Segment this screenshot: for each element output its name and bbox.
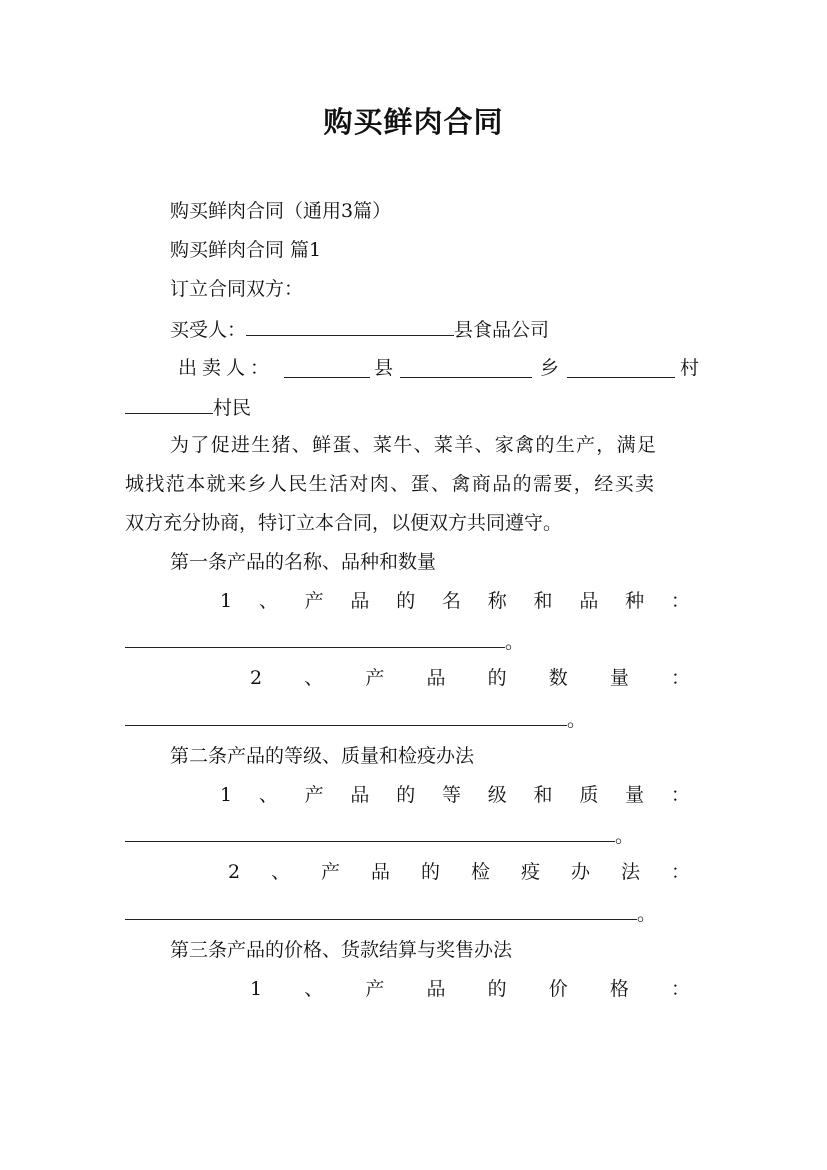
seller-line: [178, 355, 274, 381]
a2i2-c3: 品: [371, 861, 391, 883]
seller-line-2: [125, 393, 251, 421]
a1i1-c9: 种: [625, 590, 645, 612]
article1-item2-answer: [125, 705, 586, 733]
a2i1-c7: 和: [533, 784, 553, 806]
seller-label: 出卖人：: [178, 357, 275, 379]
a2i2-c4: 的: [421, 861, 441, 883]
article3-heading: 第三条产品的价格、货款结算与奖售办法: [170, 939, 513, 961]
a2i1-blank: [125, 821, 615, 842]
a1i2-period: 。: [567, 709, 587, 731]
a2i1-c9: 量: [625, 784, 645, 806]
intro-line-3: 双方充分协商，特订立本合同，以便双方共同遵守。: [125, 512, 563, 534]
subtitle: 购买鲜肉合同（通用3篇）: [170, 200, 392, 222]
a1i2-c2: 产: [365, 667, 385, 689]
a1i1-c8: 品: [579, 590, 599, 612]
a1i2-c6: 量: [609, 667, 629, 689]
seller-village-blank: [567, 357, 675, 378]
article2-heading: 第二条产品的等级、质量和检疫办法: [170, 745, 475, 767]
a1i2-c7: ：: [670, 667, 690, 689]
a2i2-c5: 检: [471, 861, 491, 883]
buyer-suffix: 县食品公司: [454, 319, 550, 341]
a2i2-c1: 、: [271, 861, 291, 883]
a2i1-period: 。: [615, 825, 635, 847]
seller-villager: 村民: [213, 397, 252, 419]
seller-county-blank: [284, 357, 370, 378]
a1i1-c4: 的: [396, 590, 416, 612]
a2i1-c6: 级: [487, 784, 507, 806]
a1i1-c5: 名: [441, 590, 461, 612]
buyer-blank: [246, 315, 454, 336]
seller-name-blank: [125, 393, 213, 414]
a2i2-c2: 产: [321, 861, 341, 883]
a2i1-c3: 品: [350, 784, 370, 806]
a1i1-period: 。: [505, 631, 525, 653]
a3i1-c4: 的: [487, 978, 507, 1000]
a3i1-c2: 产: [365, 978, 385, 1000]
a2i2-c0: 2: [228, 861, 241, 883]
buyer-line: [170, 315, 549, 343]
a1i1-c1: 、: [258, 590, 278, 612]
a1i2-c0: 2: [250, 667, 263, 689]
a3i1-c6: 格: [609, 978, 629, 1000]
a2i2-period: 。: [637, 903, 657, 925]
a2i1-c10: ：: [670, 784, 690, 806]
a1i1-blank: [125, 627, 505, 648]
seller-county: 县: [374, 357, 394, 379]
intro-line-2: 城找范本就来乡人民生活对肉、蛋、禽商品的需要，经买卖: [125, 473, 656, 495]
a1i2-c4: 的: [487, 667, 507, 689]
article1-item1-answer: [125, 627, 524, 655]
a3i1-c5: 价: [548, 978, 568, 1000]
a1i2-c3: 品: [426, 667, 446, 689]
a2i1-c5: 等: [441, 784, 461, 806]
article1-item2: [250, 665, 690, 691]
a2i2-c6: 疫: [520, 861, 540, 883]
article2-item1: [220, 782, 690, 808]
a1i1-c7: 和: [533, 590, 553, 612]
seller-village: 村: [680, 357, 700, 379]
a2i2-blank: [125, 899, 637, 920]
a3i1-c3: 品: [426, 978, 446, 1000]
article1-heading: 第一条产品的名称、品种和数量: [170, 551, 437, 573]
a2i1-c8: 质: [579, 784, 599, 806]
article2-item1-answer: [125, 821, 634, 849]
a1i1-c10: ：: [670, 590, 690, 612]
a2i1-c0: 1: [220, 784, 233, 806]
seller-township: 乡: [540, 357, 560, 379]
article2-item2: [228, 859, 690, 885]
seller-township-blank: [400, 357, 532, 378]
a3i1-c7: ：: [670, 978, 690, 1000]
document-title: 购买鲜肉合同: [323, 105, 504, 139]
a3i1-c1: 、: [304, 978, 324, 1000]
a1i1-c3: 品: [350, 590, 370, 612]
a3i1-c0: 1: [250, 978, 263, 1000]
buyer-label: 买受人：: [170, 319, 247, 341]
a2i1-c1: 、: [258, 784, 278, 806]
a2i2-c9: ：: [670, 861, 690, 883]
a1i2-blank: [125, 705, 567, 726]
intro-line-1: 为了促进生猪、鲜蛋、菜牛、菜羊、家禽的生产，满足: [170, 434, 658, 456]
chapter-heading: 购买鲜肉合同 篇1: [170, 239, 322, 261]
a1i1-c6: 称: [487, 590, 507, 612]
a1i1-c0: 1: [220, 590, 233, 612]
a2i2-c8: 法: [620, 861, 640, 883]
a1i1-c2: 产: [304, 590, 324, 612]
a1i2-c5: 数: [548, 667, 568, 689]
parties-heading: 订立合同双方：: [170, 278, 304, 300]
a2i1-c2: 产: [304, 784, 324, 806]
article1-item1: [220, 588, 690, 614]
a2i2-c7: 办: [570, 861, 590, 883]
a2i1-c4: 的: [396, 784, 416, 806]
a1i2-c1: 、: [304, 667, 324, 689]
article3-item1: [250, 976, 690, 1002]
article2-item2-answer: [125, 899, 656, 927]
